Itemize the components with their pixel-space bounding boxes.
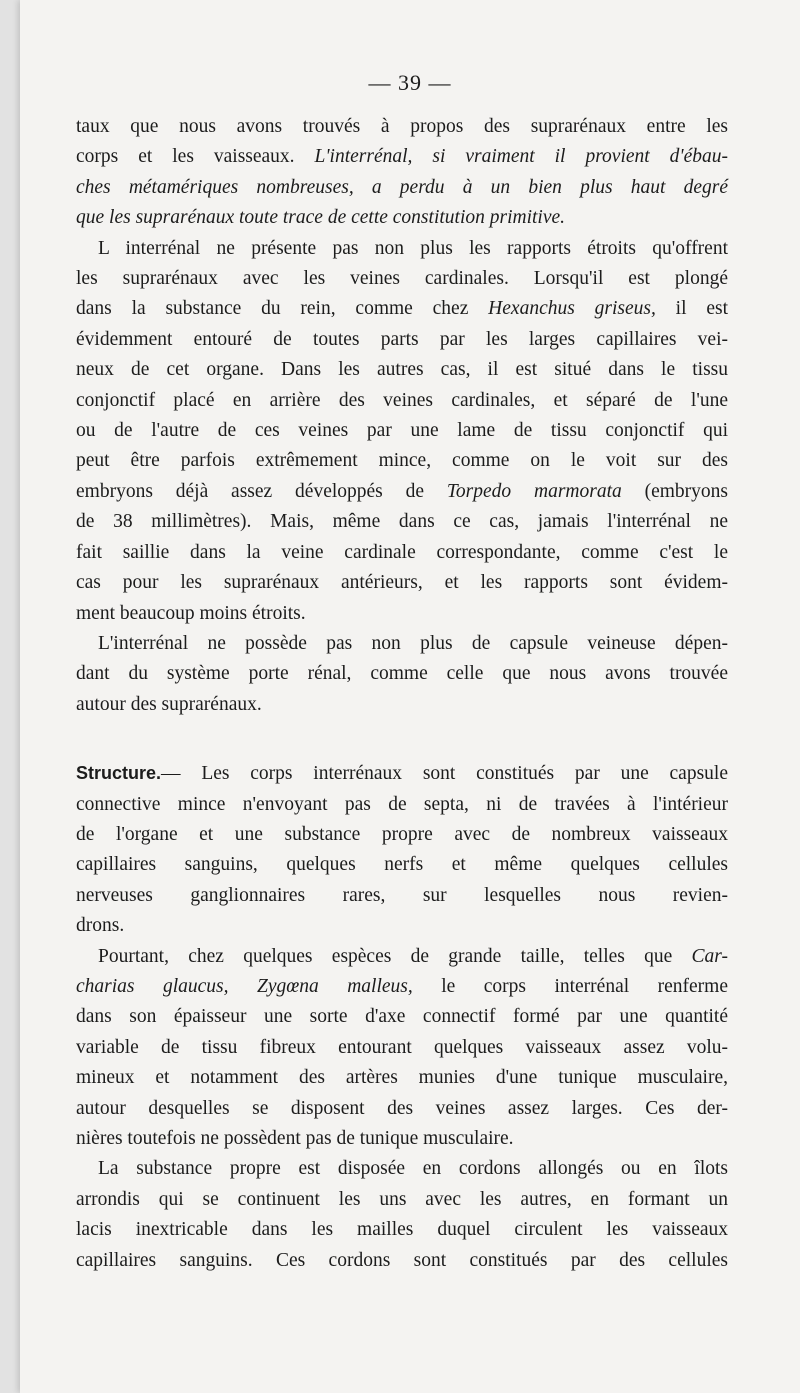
text-line: autour desquelles se disposent des veines assez larges. Ces der- <box>76 1097 728 1119</box>
italic-text: L'interrénal, si vraiment il provient d'ébau- <box>314 146 728 168</box>
text-line: mineux et notamment des artères munies d'une tunique musculaire, <box>76 1067 728 1089</box>
italic-text: Hexanchus griseus, <box>488 298 656 320</box>
text-line: évidemment entouré de toutes parts par les larges capillaires vei- <box>76 328 728 350</box>
paragraph-1 <box>76 112 728 234</box>
section-heading: Structure. <box>76 763 162 784</box>
page-number: — 39 — <box>368 70 452 95</box>
book-page <box>20 0 800 1393</box>
text-line: drons. <box>76 915 125 937</box>
text-line: variable de tissu fibreux entourant quelques vaisseaux assez volu- <box>76 1036 728 1058</box>
text-line: charias glaucus, Zygœna malleus, le corps interrénal renferme <box>76 975 728 997</box>
text-line: les suprarénaux avec les veines cardinales. Lorsqu'il est plongé <box>76 268 728 290</box>
text-line <box>76 173 728 203</box>
text-line: ment beaucoup moins étroits. <box>76 602 306 624</box>
text-line: La substance propre est disposée en cordons allongés ou en îlots <box>98 1158 728 1180</box>
text-line: fait saillie dans la veine cardinale correspondante, comme c'est le <box>76 541 728 563</box>
text-line: de 38 millimètres). Mais, même dans ce cas, jamais l'interrénal ne <box>76 511 728 533</box>
italic-text: que les suprarénaux toute trace de cette constitution primitive. <box>76 207 566 229</box>
text-line: L interrénal ne présente pas non plus les rapports étroits qu'offrent <box>98 237 728 259</box>
paragraph-5 <box>76 942 728 1155</box>
text-line: conjonctif placé en arrière des veines cardinales, et séparé de l'une <box>76 389 728 411</box>
text-line: capillaires sanguins. Ces cordons sont constitués par des cellules <box>76 1249 728 1271</box>
text-line: peut être parfois extrêmement mince, comme on le voit sur des <box>76 450 728 472</box>
text-line: nières toutefois ne possèdent pas de tunique musculaire. <box>76 1128 514 1149</box>
text-line: dans la substance du rein, comme chez Hexanchus griseus, il est <box>76 298 728 320</box>
text-line: autour des suprarénaux. <box>76 693 262 715</box>
text-line: Structure.— Les corps interrénaux sont constitués par une capsule <box>76 763 728 785</box>
paragraph-structure <box>76 758 728 941</box>
text-line <box>76 203 728 233</box>
text-line: lacis inextricable dans les mailles duquel circulent les vaisseaux <box>76 1219 728 1241</box>
text-line: connective mince n'envoyant pas de septa, ni de travées à l'intérieur <box>76 793 728 815</box>
text-line: arrondis qui se continuent les uns avec les autres, en formant un <box>76 1188 728 1210</box>
text-line: Pourtant, chez quelques espèces de grande taille, telles que Car- <box>98 945 728 967</box>
paragraph-3 <box>76 629 728 720</box>
text-line: dant du système porte rénal, comme celle que nous avons trouvée <box>76 663 728 685</box>
section-gap <box>76 720 728 758</box>
italic-text: Torpedo marmorata <box>446 480 622 502</box>
text-line: ou de l'autre de ces veines par une lame de tissu conjonctif qui <box>76 420 728 442</box>
text-line: L'interrénal ne possède pas non plus de capsule veineuse dépen- <box>98 632 728 654</box>
text-line: capillaires sanguins, quelques nerfs et même quelques cellules <box>76 854 728 876</box>
italic-text: charias glaucus, Zygœna malleus, <box>76 975 413 997</box>
text-line: de l'organe et une substance propre avec de nombreux vaisseaux <box>76 823 728 845</box>
text-line: corps et les vaisseaux. L'interrénal, si vraiment il provient d'ébau- <box>76 146 728 168</box>
paragraph-2 <box>76 234 728 629</box>
text-line: cas pour les suprarénaux antérieurs, et les rapports sont évidem- <box>76 572 728 594</box>
italic-text: Car- <box>691 945 728 967</box>
text-line: nerveuses ganglionnaires rares, sur lesquelles nous revien- <box>76 884 728 906</box>
page-body <box>76 112 728 1276</box>
text-line: taux que nous avons trouvés à propos des suprarénaux entre les <box>76 116 728 137</box>
text-line: dans son épaisseur une sorte d'axe connectif formé par une quantité <box>76 1006 728 1028</box>
italic-text: ches métamériques nombreuses, a perdu à un bien plus haut degré <box>76 176 728 198</box>
text-line: neux de cet organe. Dans les autres cas, il est situé dans le tissu <box>76 359 728 381</box>
paragraph-6 <box>76 1154 728 1276</box>
text-line: embryons déjà assez développés de Torpedo marmorata (embryons <box>76 480 729 502</box>
